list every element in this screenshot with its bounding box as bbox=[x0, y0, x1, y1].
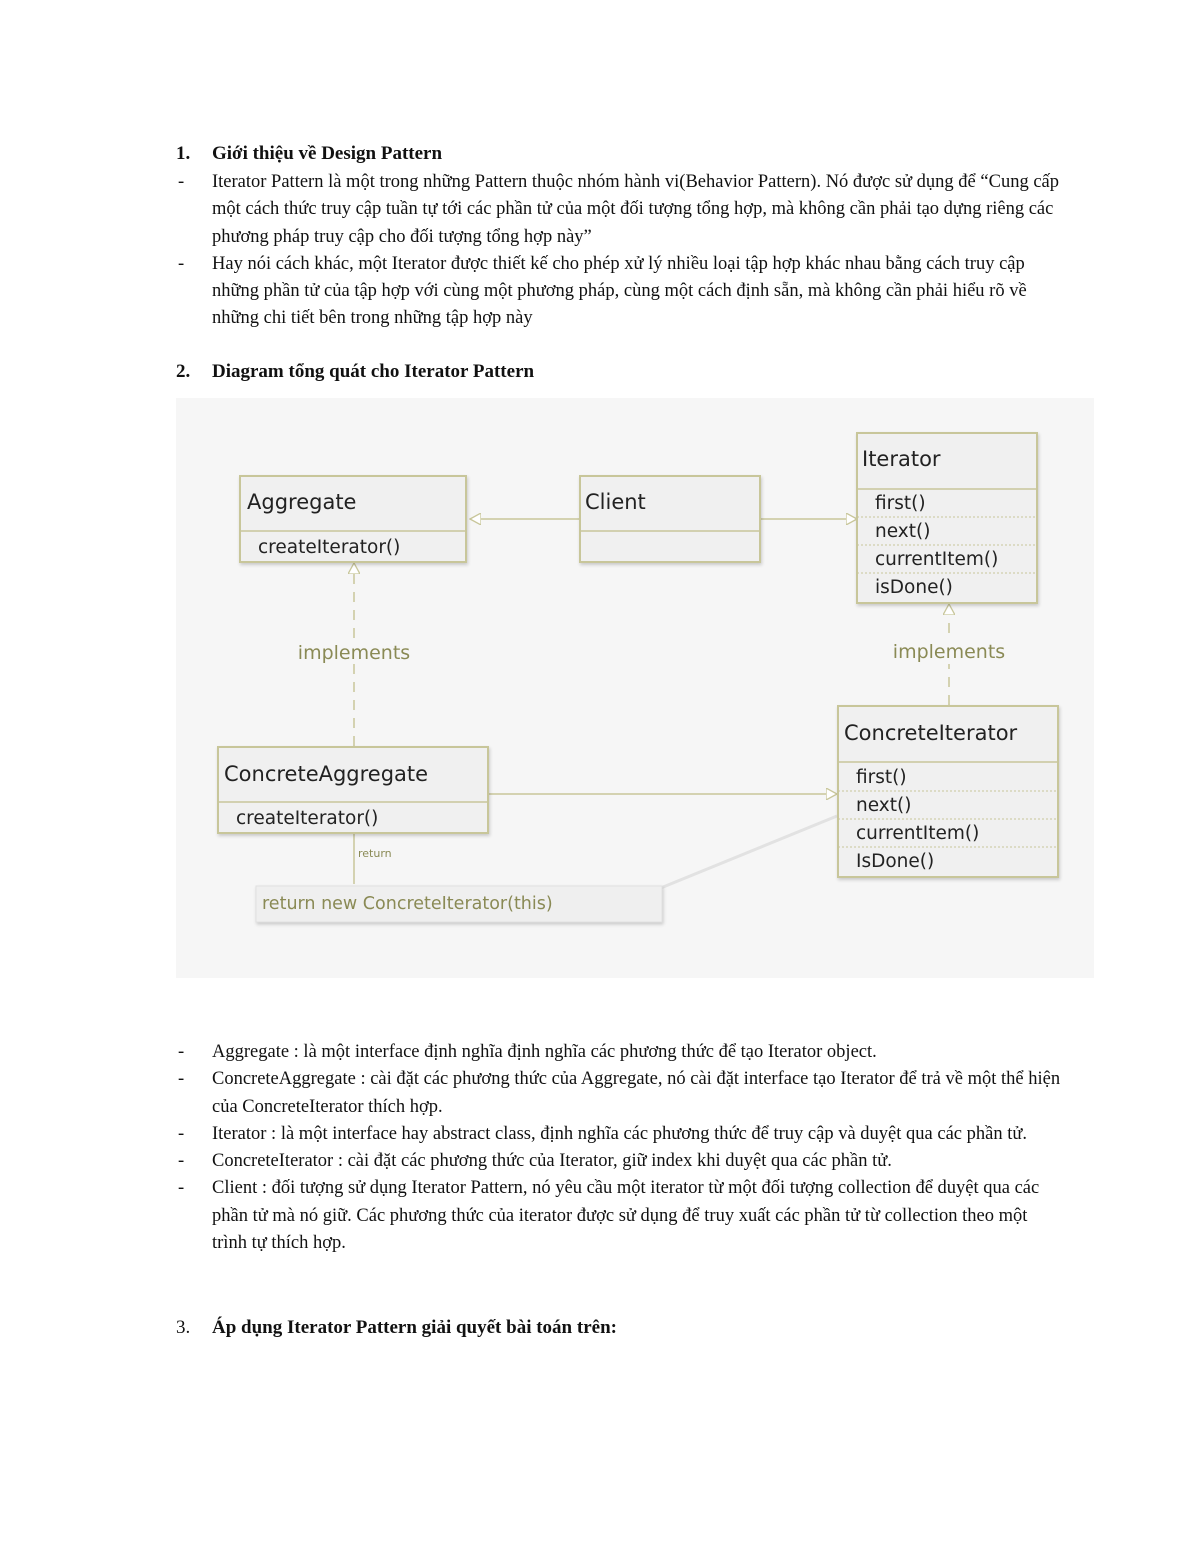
list-item: - ConcreteAggregate : cài đặt các phương thức của Aggregate, nó cài đặt interface tạo Iterator để trả về một thể hiện của ConcreteIterator thích hợp. bbox=[176, 1066, 1066, 1121]
list-item: - Client : đối tượng sử dụng Iterator Pattern, nó yêu cầu một iterator từ một đối tượng collection để duyệt qua các phần tử mà nó giữ. Các phương thức của iterator được sử dụng để truy xuất các phần tử từ collection theo một trình tự thích hợp. bbox=[176, 1175, 1066, 1257]
section-1-title: Giới thiệu về Design Pattern bbox=[212, 143, 443, 164]
implements-label-left: implements bbox=[297, 642, 411, 664]
section-2-number: 2. bbox=[176, 361, 191, 382]
concrete-iterator-class-box bbox=[838, 706, 1058, 877]
iterator-method: first() bbox=[875, 493, 926, 514]
iterator-name: Iterator bbox=[862, 447, 941, 471]
return-note-text: return new ConcreteIterator(this) bbox=[262, 894, 553, 914]
section-1-heading bbox=[176, 143, 442, 165]
list-item: - ConcreteIterator : cài đặt các phương thức của Iterator, giữ index khi duyệt qua các phần tử. bbox=[176, 1148, 1066, 1175]
list-item: - Aggregate : là một interface định nghĩa định nghĩa các phương thức để tạo Iterator object. bbox=[176, 1039, 1066, 1066]
concrete-aggregate-class-box bbox=[218, 747, 488, 833]
client-class-box bbox=[580, 476, 760, 562]
concrete-iterator-method: first() bbox=[856, 767, 907, 788]
implements-label-right: implements bbox=[892, 641, 1006, 663]
aggregate-class-box bbox=[240, 476, 466, 562]
concrete-iterator-name: ConcreteIterator bbox=[844, 721, 1018, 745]
iterator-method: next() bbox=[875, 521, 931, 542]
return-label: return bbox=[358, 847, 392, 860]
concrete-aggregate-name: ConcreteAggregate bbox=[224, 762, 429, 786]
concrete-iterator-method: currentItem() bbox=[856, 823, 980, 844]
concrete-aggregate-method: createIterator() bbox=[236, 808, 379, 829]
concrete-iterator-method: next() bbox=[856, 795, 912, 816]
list-item: - Iterator Pattern là một trong những Pattern thuộc nhóm hành vi(Behavior Pattern). Nó được sử dụng để “Cung cấp một cách thức truy cập tuần tự tới các phần tử của một đối tượng tổng hợp, mà không cần phải tạo dựng riêng các phương pháp truy cập cho đối tượng tổng hợp này” bbox=[176, 169, 1066, 251]
section-1-bullets bbox=[176, 169, 1066, 333]
list-item: - Hay nói cách khác, một Iterator được thiết kế cho phép xử lý nhiều loại tập hợp khác nhau bằng cách truy cập những phần tử của tập hợp với cùng một phương pháp, cùng một cách định sẵn, mà không cần phải hiểu rõ về những chi tiết bên trong những tập hợp này bbox=[176, 251, 1066, 333]
section-2-title: Diagram tổng quát cho Iterator Pattern bbox=[212, 361, 535, 382]
concrete-iterator-method: IsDone() bbox=[856, 851, 935, 872]
return-note bbox=[256, 886, 662, 922]
section-3-number: 3. bbox=[176, 1317, 191, 1338]
section-3-title: Áp dụng Iterator Pattern giải quyết bài toán trên: bbox=[212, 1317, 617, 1338]
section-3-heading bbox=[176, 1317, 617, 1339]
iterator-method: isDone() bbox=[875, 577, 953, 598]
client-name: Client bbox=[585, 490, 646, 514]
section-1-number: 1. bbox=[176, 143, 191, 164]
iterator-class-box bbox=[857, 433, 1037, 603]
aggregate-method: createIterator() bbox=[258, 537, 401, 558]
list-item: - Iterator : là một interface hay abstract class, định nghĩa các phương thức để truy cập và duyệt qua các phần tử. bbox=[176, 1121, 1066, 1148]
iterator-method: currentItem() bbox=[875, 549, 999, 570]
aggregate-name: Aggregate bbox=[247, 490, 357, 514]
section-2-heading bbox=[176, 361, 534, 383]
section-2-bullets bbox=[176, 1039, 1066, 1257]
iterator-uml-diagram bbox=[176, 398, 1094, 978]
